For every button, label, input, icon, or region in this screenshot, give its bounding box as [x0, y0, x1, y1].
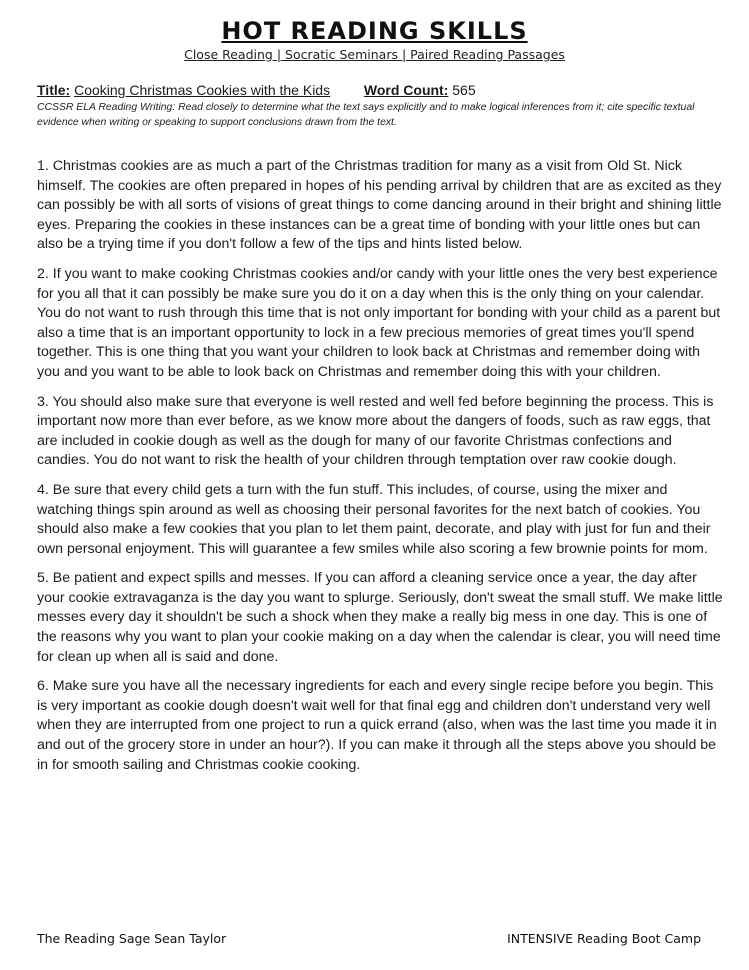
page-subtitle: Close Reading | Socratic Seminars | Paired Reading Passages [184, 47, 565, 62]
paragraph-4: 4. Be sure that every child gets a turn with the fun stuff. This includes, of course, using the mixer and watching things spin around as well as choosing their personal favorites for the next batch of cookies. You should also make a few cookies that you plan to let them paint, decorate, and play with just for fun and their own personal enjoyment. This will guarantee a few smiles while also scoring a few brownie points for mom. [37, 481, 711, 557]
paragraph-2: 2. If you want to make cooking Christmas cookies and/or candy with your little ones the very best experience for you all that it can possibly be make sure you do it on a day when this is the only thing on your calendar. You do not want to rush through this time that is not only important for bonding with your child as a parent but also a time that is an important opportunity to lock in a few precious memories of great times you'll spend together. This is one thing that you want your children to look back at Christmas and remember doing with you and you want to be able to look back on Christmas and remember doing this with your children. [37, 265, 721, 380]
paragraph-6: 6. Make sure you have all the necessary ingredients for each and every single recipe before you begin. This is very important as cookie dough doesn't wait well for that final egg and children don't understand very well when they are interrupted from one project to run a quick errand (also, when was the last time you made it in and out of the grocery store in under an hour?). If you can make it through all the steps above you should be in for smooth sailing and Christmas cookie cooking. [37, 678, 717, 773]
paragraph-3: 3. You should also make sure that everyone is well rested and well fed before beginning the process. This is important now more than ever before, as we know more about the dangers of foods, such as raw eggs, that are included in cookie dough as well as the dough for many of our favorite Christmas confections and candies. You do not want to risk the health of your children through temptation over raw cookie dough. [37, 393, 714, 469]
passage-body [37, 157, 723, 785]
paragraph-1: 1. Christmas cookies are as much a part of the Christmas tradition for many as a visit from Old St. Nick himself. The cookies are often prepared in hopes of his pending arrival by children that are as excited as they can possibly be with all sorts of visions of great things to come dancing around in their bright and shining little eyes. Preparing the cookies in these instances can be a great time of bonding with your little ones but can also be a trying time if you don't follow a few of the tips and hints listed below. [37, 158, 722, 253]
title-value: Cooking Christmas Cookies with the Kids [74, 82, 331, 98]
page-title: HOT READING SKILLS [221, 17, 528, 45]
title-label: Title: [37, 82, 71, 98]
word-count-value: 565 [452, 82, 476, 98]
title-line [37, 82, 476, 98]
paragraph-5: 5. Be patient and expect spills and messes. If you can afford a cleaning service once a year, the day after your cookie extravaganza is the day you want to splurge. Seriously, don't sweat the small stuff. We make little messes every day it shouldn't be such a shock when they make a really big mess in one day. This is one of the reasons why you want to plan your cookie making on a day when the calendar is clear, you will need time for clean up when all is said and done. [37, 570, 723, 665]
word-count-label: Word Count: [363, 82, 449, 98]
footer-author: The Reading Sage Sean Taylor [37, 931, 227, 946]
standard-statement: CCSSR ELA Reading Writing: Read closely to determine what the text says explicitly and to make logical inferences from it; cite specific textual evidence when writing or speaking to support conclusions drawn from the text. [37, 102, 695, 128]
footer-program: INTENSIVE Reading Boot Camp [507, 931, 701, 946]
